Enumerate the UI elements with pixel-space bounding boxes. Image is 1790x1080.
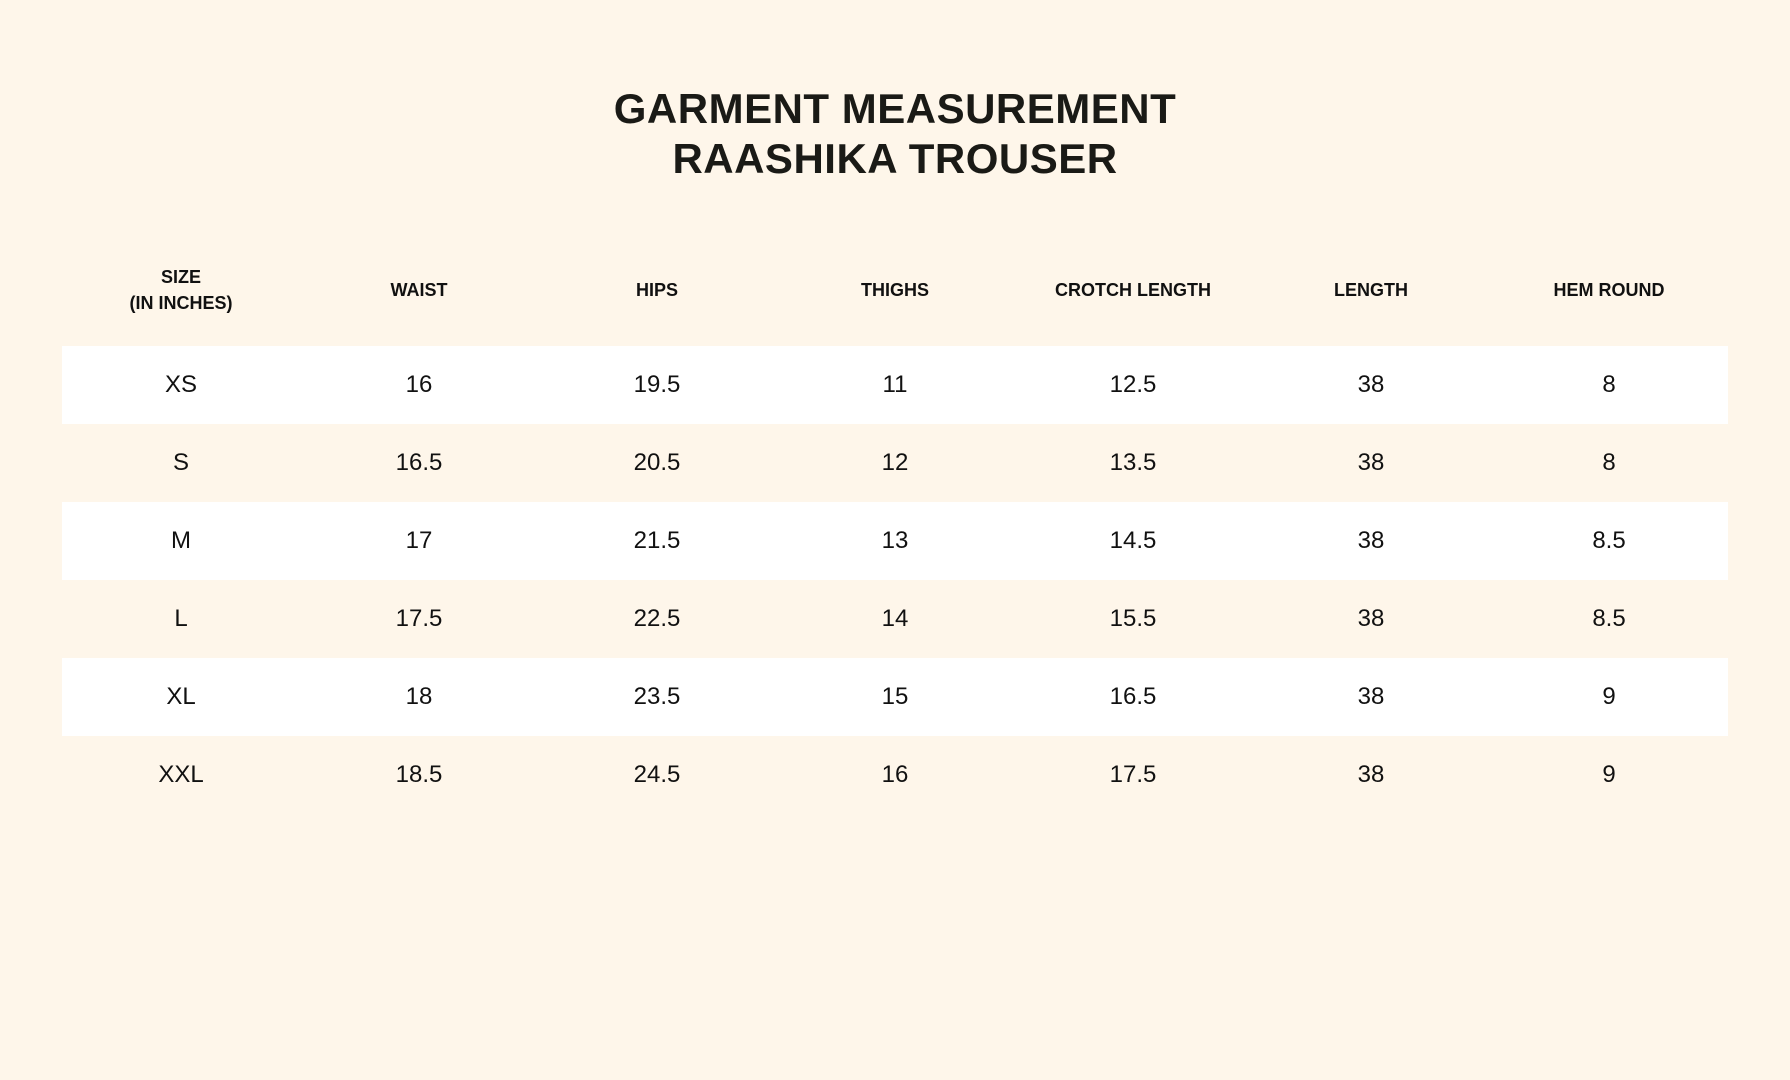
table-row <box>62 736 1728 814</box>
cell-length: 38 <box>1252 658 1490 736</box>
title-line-1: GARMENT MEASUREMENT <box>613 85 1177 132</box>
cell-length: 38 <box>1252 346 1490 424</box>
cell-thighs: 11 <box>776 346 1014 424</box>
cell-crotch-length: 15.5 <box>1109 605 1157 632</box>
cell-thighs: 15 <box>776 658 1014 736</box>
cell-hips: 21.5 <box>538 502 776 580</box>
cell-hips: 23.5 <box>538 658 776 736</box>
cell-hem-round: 8.5 <box>1490 502 1728 580</box>
cell-waist: 18.5 <box>395 761 443 788</box>
cell-thighs: 14 <box>881 605 909 632</box>
table-row <box>62 580 1728 658</box>
cell-crotch-length: 14.5 <box>1014 502 1252 580</box>
header-length: LENGTH <box>1334 280 1408 300</box>
cell-crotch-length: 17.5 <box>1109 761 1157 788</box>
cell-thighs: 13 <box>776 502 1014 580</box>
header-crotch-length: CROTCH LENGTH <box>1055 280 1211 300</box>
table-row <box>62 424 1728 502</box>
cell-thighs: 12 <box>881 449 909 476</box>
cell-waist: 17 <box>300 502 538 580</box>
header-size-unit: (IN INCHES) <box>129 293 233 313</box>
table-row <box>62 658 1728 736</box>
cell-length: 38 <box>1357 761 1385 788</box>
cell-size: XL <box>62 658 300 736</box>
cell-crotch-length: 13.5 <box>1109 449 1157 476</box>
header-hips: HIPS <box>635 280 678 300</box>
cell-waist: 17.5 <box>395 605 443 632</box>
cell-waist: 18 <box>300 658 538 736</box>
cell-hips: 22.5 <box>633 605 681 632</box>
cell-hem-round: 9 <box>1602 761 1616 788</box>
header-size <box>62 248 300 346</box>
cell-length: 38 <box>1357 605 1385 632</box>
cell-waist: 16.5 <box>395 449 443 476</box>
cell-crotch-length: 12.5 <box>1014 346 1252 424</box>
cell-length: 38 <box>1357 449 1385 476</box>
table-row <box>62 502 1728 580</box>
cell-hem-round: 8 <box>1490 346 1728 424</box>
table-row <box>62 346 1728 424</box>
cell-hips: 20.5 <box>633 449 681 476</box>
header-hem-round: HEM ROUND <box>1553 280 1665 300</box>
title-line-2: RAASHIKA TROUSER <box>672 135 1118 182</box>
cell-size: XXL <box>158 761 204 788</box>
cell-size: L <box>174 605 188 632</box>
header-waist: WAIST <box>390 280 448 300</box>
cell-thighs: 16 <box>881 761 909 788</box>
cell-hips: 24.5 <box>633 761 681 788</box>
measurement-table <box>62 248 1728 814</box>
header-size-label: SIZE <box>160 267 201 287</box>
cell-hips: 19.5 <box>538 346 776 424</box>
cell-hem-round: 9 <box>1490 658 1728 736</box>
cell-size: M <box>62 502 300 580</box>
cell-crotch-length: 16.5 <box>1014 658 1252 736</box>
cell-hem-round: 8.5 <box>1592 605 1626 632</box>
cell-size: S <box>172 449 189 476</box>
cell-size: XS <box>62 346 300 424</box>
page-title <box>0 84 1790 184</box>
table-header-row <box>62 248 1728 346</box>
cell-hem-round: 8 <box>1602 449 1616 476</box>
cell-waist: 16 <box>300 346 538 424</box>
header-thighs: THIGHS <box>860 280 929 300</box>
cell-length: 38 <box>1252 502 1490 580</box>
